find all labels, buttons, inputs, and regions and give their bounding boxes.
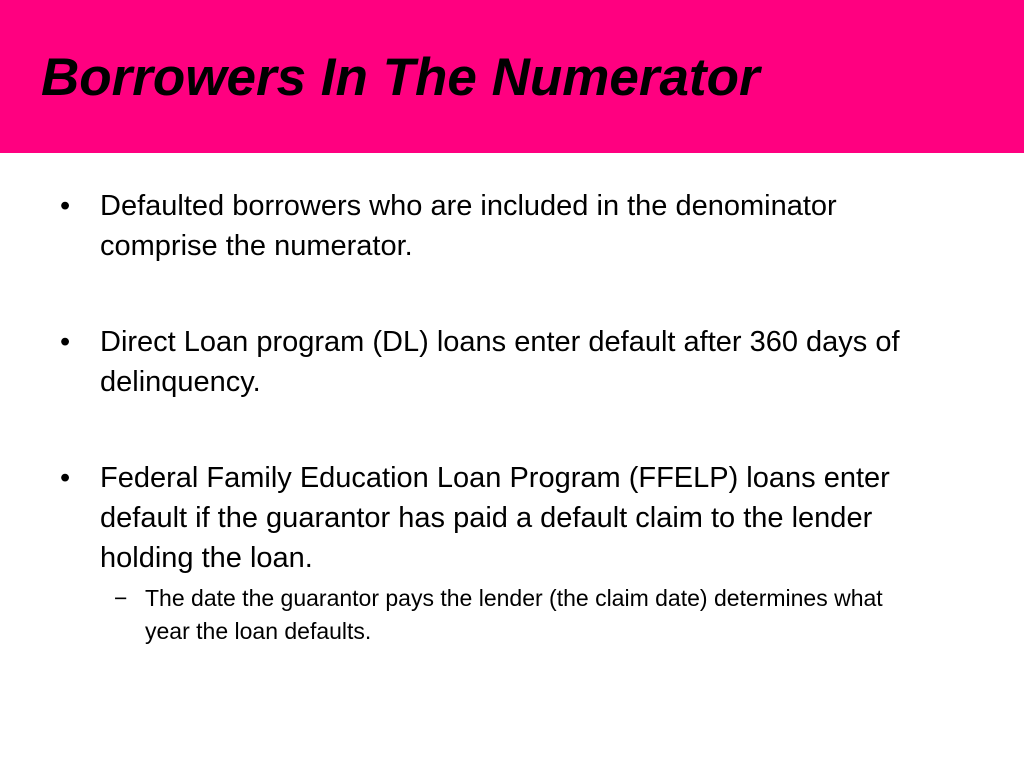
bullet-text: Direct Loan program (DL) loans enter default after 360 days of delinquency. (100, 326, 900, 398)
bullet-item (0, 458, 960, 578)
bullet-list (0, 186, 1024, 648)
sub-bullet-text: The date the guarantor pays the lender (the claim date) determines what year the loan defaults. (145, 585, 883, 644)
bullet-marker: • (60, 462, 71, 494)
sub-bullet-marker: − (114, 585, 128, 611)
title-banner (0, 0, 1024, 153)
sub-bullet-item (0, 582, 905, 648)
bullet-text: Federal Family Education Loan Program (FFELP) loans enter default if the guarantor has paid a default claim to the lender holding the loan. (100, 462, 890, 574)
bullet-text: Defaulted borrowers who are included in the denominator comprise the numerator. (100, 190, 837, 262)
bullet-marker: • (60, 326, 71, 358)
slide-title: Borrowers In The Numerator (41, 48, 760, 107)
bullet-marker: • (60, 190, 71, 222)
bullet-item (0, 322, 960, 402)
bullet-item (0, 186, 960, 266)
